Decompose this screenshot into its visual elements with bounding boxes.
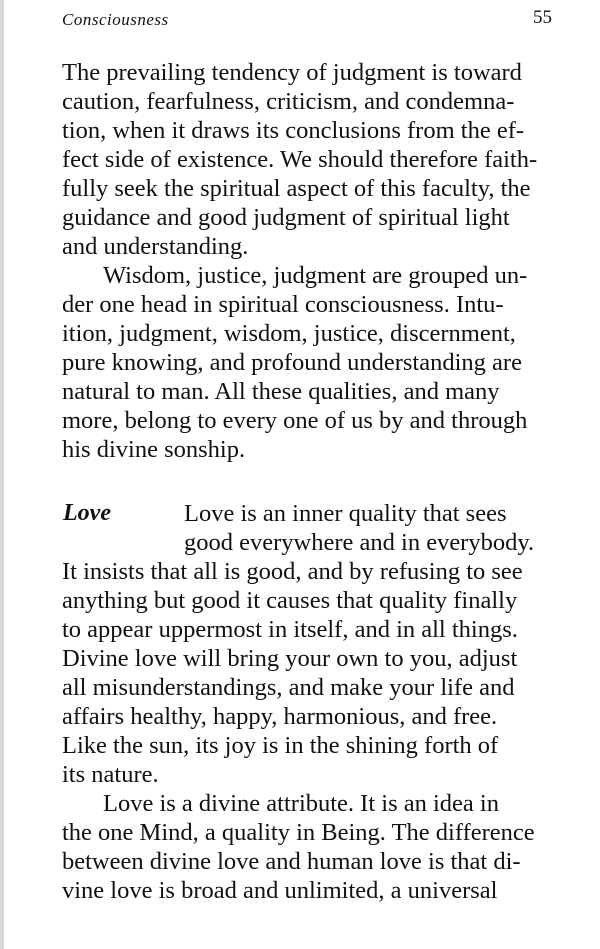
text-line: natural to man. All these qualities, and many [62, 378, 500, 405]
text-line: fully seek the spiritual aspect of this faculty, the [62, 175, 531, 202]
text-line: his divine sonship. [62, 436, 246, 463]
text-line: pure knowing, and profound understanding are [62, 349, 522, 376]
text-line: Love is an inner quality that sees [184, 500, 507, 527]
text-line: caution, fearfulness, criticism, and condemna- [62, 88, 515, 115]
text-line: fect side of existence. We should therefore faith- [62, 146, 538, 173]
text-line: and understanding. [62, 233, 249, 260]
text-line: Like the sun, its joy is in the shining forth of [62, 732, 499, 759]
text-line: der one head in spiritual consciousness. Intu- [62, 291, 504, 318]
section-heading: Love [63, 500, 111, 526]
text-line: It insists that all is good, and by refusing to see [62, 558, 523, 585]
text-line: to appear uppermost in itself, and in all things. [62, 616, 518, 643]
text-line: between divine love and human love is that di- [62, 848, 521, 875]
text-line: its nature. [62, 761, 159, 788]
text-line: ition, judgment, wisdom, justice, discernment, [62, 320, 516, 347]
page-edge-shadow [0, 0, 4, 949]
text-line: Divine love will bring your own to you, adjust [62, 645, 518, 672]
text-line: more, belong to every one of us by and through [62, 407, 528, 434]
page-number: 55 [533, 7, 552, 28]
text-line: the one Mind, a quality in Being. The difference [62, 819, 535, 846]
text-line: vine love is broad and unlimited, a universal [62, 877, 498, 904]
text-line: anything but good it causes that quality finally [62, 587, 518, 614]
text-line: Wisdom, justice, judgment are grouped un- [103, 262, 528, 289]
text-line: tion, when it draws its conclusions from the ef- [62, 117, 525, 144]
text-line: The prevailing tendency of judgment is toward [62, 59, 522, 86]
running-head: Consciousness [62, 10, 169, 29]
text-line: good everywhere and in everybody. [184, 529, 535, 556]
text-line: guidance and good judgment of spiritual light [62, 204, 510, 231]
text-line: affairs healthy, happy, harmonious, and free. [62, 703, 498, 730]
text-line: Love is a divine attribute. It is an idea in [103, 790, 499, 817]
text-line: all misunderstandings, and make your life and [62, 674, 515, 701]
